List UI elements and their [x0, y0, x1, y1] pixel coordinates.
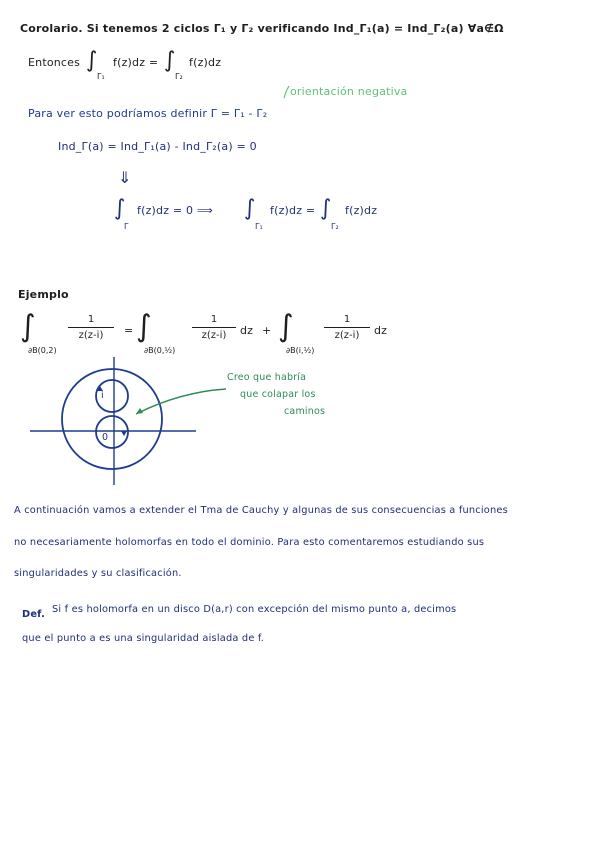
proof-line-define: Para ver esto podríamos definir Γ = Γ₁ - Γ₂: [28, 107, 268, 120]
annotation-pointer: [284, 86, 289, 98]
fraction-numerator: 1: [210, 314, 218, 325]
implies-arrow-icon: ⇓: [118, 168, 132, 187]
fraction-numerator: 1: [343, 314, 351, 325]
fraction-numerator: 1: [87, 314, 95, 325]
equals-sign: =: [124, 324, 134, 337]
integral-sign-icon: ∫: [136, 309, 152, 344]
note-line-2: que colapar los: [240, 389, 316, 400]
dz-2: dz: [240, 324, 254, 337]
subscript-gamma1: Γ₁: [255, 222, 263, 231]
corolario-statement: Corolario. Si tenemos 2 ciclos Γ₁ y Γ₂ verificando Ind_Γ₁(a) = Ind_Γ₂(a) ∀a∉Ω: [20, 22, 504, 35]
proof-zero-integral: f(z)dz = 0 ⟹: [137, 204, 213, 217]
integral-sign-icon: ∫: [114, 196, 126, 221]
integral-sign-icon: ∫: [244, 196, 256, 221]
integral-sign-icon: ∫: [20, 309, 36, 344]
integral-sign-icon: ∫: [86, 48, 98, 73]
orientation-arrow-icon: [121, 431, 127, 436]
fraction-denominator: z(z-i): [201, 330, 227, 341]
contour-bi-half: ∂B(i,½): [286, 346, 315, 355]
integral-body-right: f(z)dz: [189, 56, 222, 69]
definition-line-1: Si f es holomorfa en un disco D(a,r) con excepción del mismo punto a, decimos: [52, 604, 457, 615]
corolario-entonces: Entonces: [28, 56, 81, 69]
annotation-negative-orientation: orientación negativa: [290, 85, 408, 98]
outer-circle: [62, 369, 162, 469]
dz-3: dz: [374, 324, 388, 337]
proof-equal-integral: f(z)dz =: [270, 204, 316, 217]
contour-b02: ∂B(0,2): [28, 346, 57, 355]
plus-sign: +: [262, 324, 272, 337]
label-origin: 0: [102, 432, 109, 443]
note-pointer-arrow: [136, 389, 226, 414]
proof-line-index: Ind_Γ(a) = Ind_Γ₁(a) - Ind_Γ₂(a) = 0: [58, 140, 257, 153]
continuation-line-1: A continuación vamos a extender el Tma de Cauchy y algunas de sus consecuencias a funciones: [14, 505, 508, 516]
integral-sign-icon: ∫: [320, 196, 332, 221]
fraction-denominator: z(z-i): [334, 330, 360, 341]
subscript-gamma2: Γ₂: [175, 72, 183, 81]
proof-final-integral: f(z)dz: [345, 204, 378, 217]
contour-b0-half: ∂B(0,½): [144, 346, 176, 355]
integral-body-left: f(z)dz =: [113, 56, 159, 69]
subscript-gamma2: Γ₂: [331, 222, 339, 231]
example-title: Ejemplo: [18, 288, 69, 301]
subscript-gamma1: Γ₁: [97, 72, 105, 81]
fraction-denominator: z(z-i): [78, 330, 104, 341]
integral-sign-icon: ∫: [164, 48, 176, 73]
integral-sign-icon: ∫: [278, 309, 294, 344]
definition-label: Def.: [22, 609, 46, 620]
continuation-line-3: singularidades y su clasificación.: [14, 568, 182, 579]
note-line-3: caminos: [284, 406, 326, 417]
definition-line-2: que el punto a es una singularidad aislada de f.: [22, 633, 265, 644]
note-line-1: Creo que habría: [227, 372, 307, 383]
subscript-gamma: Γ: [124, 222, 129, 231]
continuation-line-2: no necesariamente holomorfas en todo el dominio. Para esto comentaremos estudiando sus: [14, 537, 485, 548]
label-i: i: [101, 390, 104, 401]
